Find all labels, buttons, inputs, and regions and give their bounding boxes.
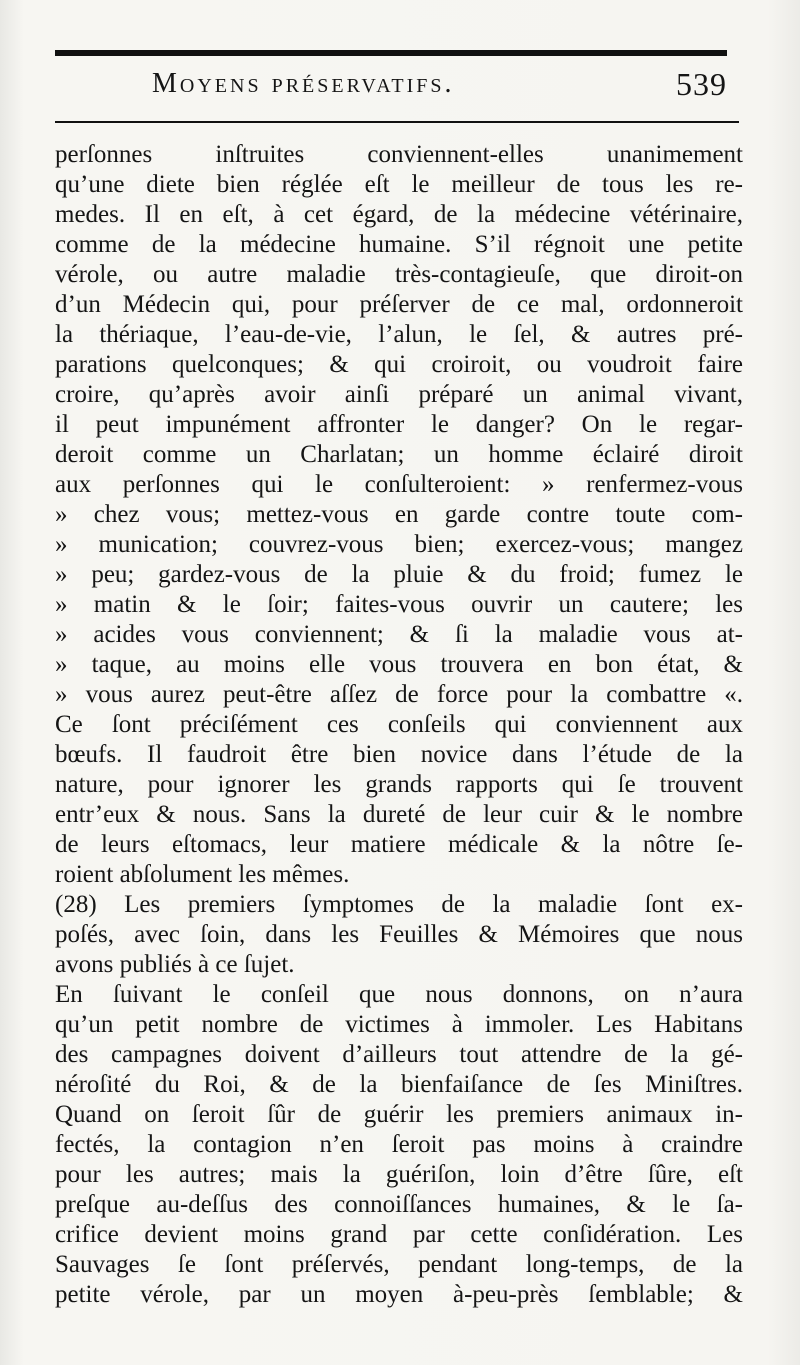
text-line: de leurs eſtomacs, leur matiere médicale & la nôtre ſe-: [55, 831, 743, 858]
text-line: qu’une diete bien réglée eſt le meilleur de tous les re-: [55, 171, 743, 198]
page-number: 539: [676, 66, 727, 102]
text-line: petite vérole, par un moyen à-peu-près ſemblable; &: [55, 1281, 743, 1308]
text-line: medes. Il en eſt, à cet égard, de la médecine vétérinaire,: [55, 201, 743, 228]
text-line: deroit comme un Charlatan; un homme éclairé diroit: [55, 441, 743, 468]
quoted-line: » peu; gardez-vous de la pluie & du froid; fumez le: [55, 561, 743, 588]
quoted-line: » chez vous; mettez-vous en garde contre toute com-: [55, 501, 743, 528]
text-line: En ſuivant le conſeil que nous donnons, on n’aura: [55, 981, 743, 1008]
text-line: poſés, avec ſoin, dans les Feuilles & Mémoires que nous: [55, 921, 743, 948]
text-line: (28) Les premiers ſymptomes de la maladie ſont ex-: [55, 891, 743, 918]
text-line: nature, pour ignorer les grands rapports qui ſe trouvent: [55, 771, 743, 798]
text-line: néroſité du Roi, & de la bienfaiſance de ſes Miniſtres.: [55, 1071, 743, 1098]
text-line: fectés, la contagion n’en ſeroit pas moins à craindre: [55, 1131, 743, 1158]
text-line: il peut impunément affronter le danger? On le regar-: [55, 411, 743, 438]
header-rule: [55, 121, 739, 123]
text-line: Sauvages ſe ſont préſervés, pendant long-temps, de la: [55, 1251, 743, 1278]
text-line: la thériaque, l’eau-de-vie, l’alun, le ſel, & autres pré-: [55, 321, 743, 348]
text-line: croire, qu’après avoir ainſi préparé un animal vivant,: [55, 381, 743, 408]
running-head: Moyens préservatifs.: [152, 68, 455, 99]
text-line: roient abſolument les mêmes.: [55, 861, 350, 888]
text-line: des campagnes doivent d’ailleurs tout attendre de la gé-: [55, 1041, 743, 1068]
text-line: avons publiés à ce ſujet.: [55, 951, 295, 978]
text-line: Ce ſont préciſément ces conſeils qui conviennent aux: [55, 711, 743, 738]
text-line: vérole, ou autre maladie très-contagieuſe, que diroit-on: [55, 261, 743, 288]
body-text: [55, 140, 743, 1310]
page-header: [152, 64, 727, 110]
text-line: bœufs. Il faudroit être bien novice dans l’étude de la: [55, 741, 743, 768]
quoted-line: » acides vous conviennent; & ſi la maladie vous at-: [55, 621, 743, 648]
text-line: comme de la médecine humaine. S’il régnoit une petite: [55, 231, 743, 258]
quoted-line: » munication; couvrez-vous bien; exercez-vous; mangez: [55, 531, 743, 558]
text-line: d’un Médecin qui, pour préſerver de ce mal, ordonneroit: [55, 291, 743, 318]
text-line: parations quelconques; & qui croiroit, ou voudroit faire: [55, 351, 743, 378]
text-line: qu’un petit nombre de victimes à immoler. Les Habitans: [55, 1011, 743, 1038]
text-line: Quand on ſeroit ſûr de guérir les premiers animaux in-: [55, 1101, 743, 1128]
quoted-line: » taque, au moins elle vous trouvera en bon état, &: [55, 651, 743, 678]
text-line: preſque au-deſſus des connoiſſances humaines, & le ſa-: [55, 1191, 743, 1218]
top-thick-rule: [55, 50, 727, 56]
text-line: entr’eux & nous. Sans la dureté de leur cuir & le nombre: [55, 801, 743, 828]
text-line: perſonnes inſtruites conviennent-elles unanimement: [55, 141, 743, 168]
quoted-line: » vous aurez peut-être aſſez de force pour la combattre «.: [55, 681, 743, 708]
text-line: aux perſonnes qui le conſulteroient: » renfermez-vous: [55, 471, 743, 498]
text-line: pour les autres; mais la guériſon, loin d’être ſûre, eſt: [55, 1161, 743, 1188]
quoted-line: » matin & le ſoir; faites-vous ouvrir un cautere; les: [55, 591, 743, 618]
text-line: crifice devient moins grand par cette conſidération. Les: [55, 1221, 743, 1248]
